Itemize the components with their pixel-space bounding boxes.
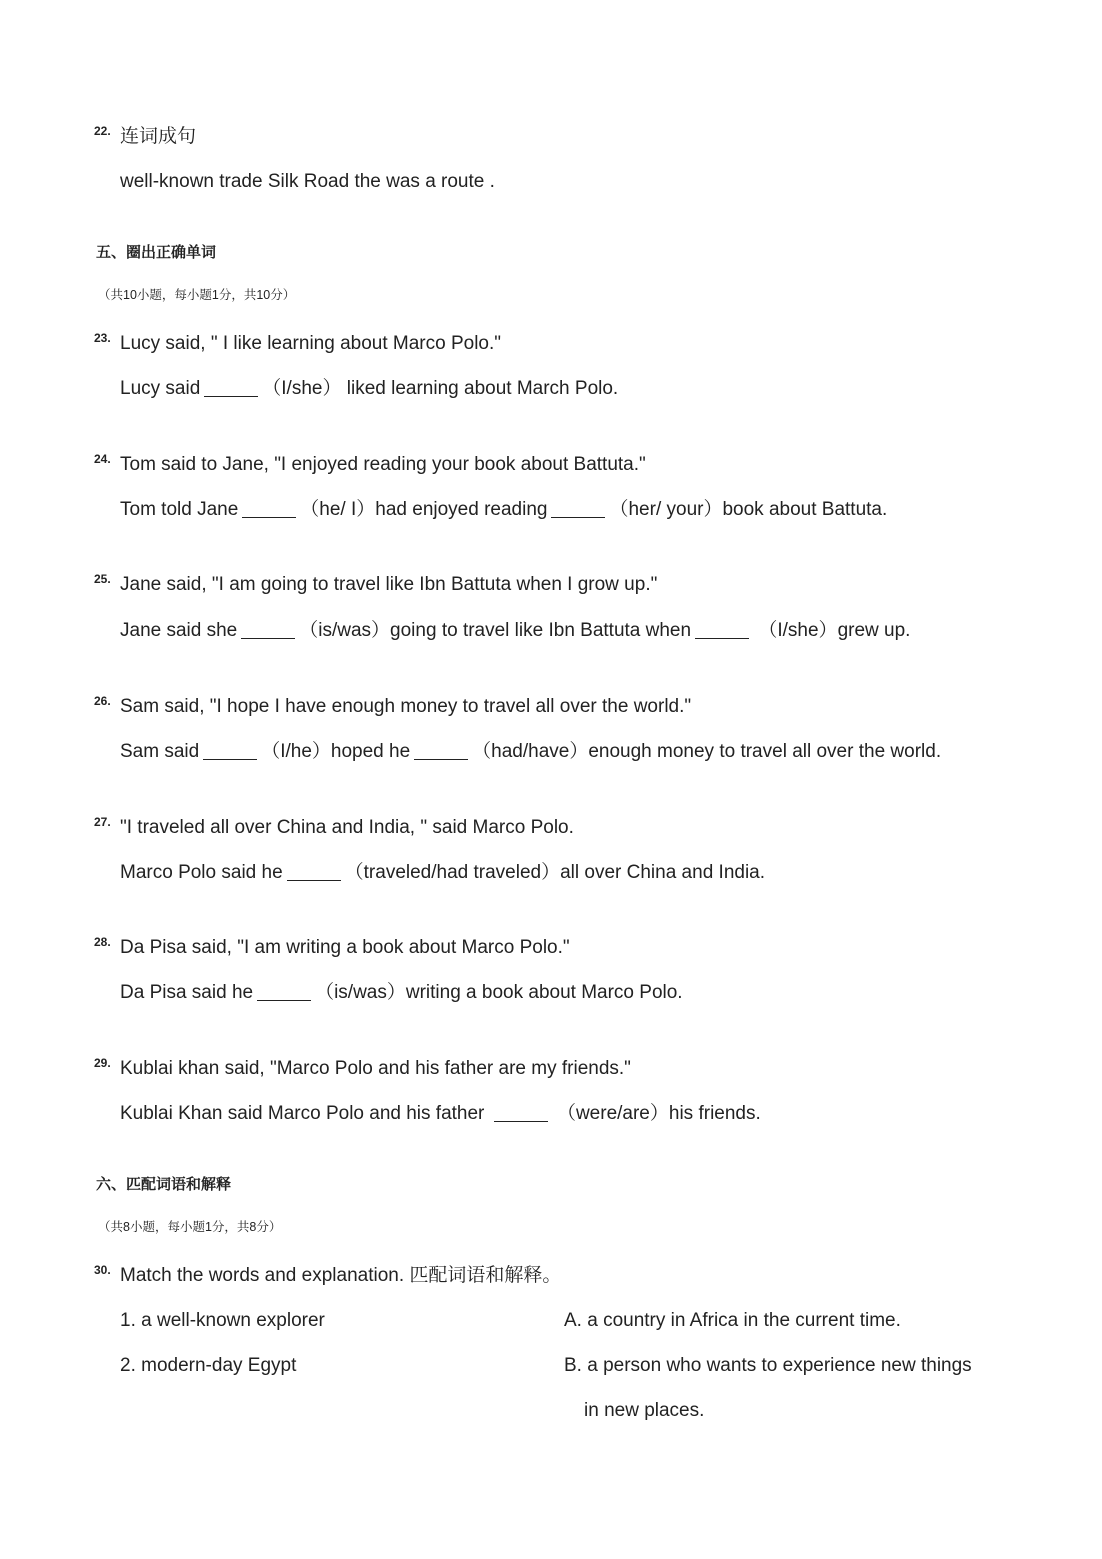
answer-text: hoped he	[330, 741, 411, 762]
section-note: （共10小题，每小题1分，共10分）	[98, 288, 296, 302]
question-number: 26.	[94, 694, 111, 708]
answer-text: all over China and India.	[560, 862, 766, 883]
answer-line	[120, 618, 910, 644]
choice-options[interactable]: （I/he）	[261, 741, 331, 762]
question-quote: Tom said to Jane, "I enjoyed reading your book about Battuta."	[120, 454, 646, 475]
question-number: 28.	[94, 935, 111, 949]
choice-options[interactable]: （I/she）	[758, 620, 838, 641]
question-number: 24.	[94, 452, 111, 466]
answer-blank[interactable]	[242, 499, 296, 518]
match-right-item: B. a person who wants to experience new things	[564, 1355, 972, 1376]
answer-blank[interactable]	[414, 741, 468, 760]
choice-options[interactable]: （is/was）	[299, 620, 391, 641]
answer-line	[120, 1101, 761, 1127]
answer-text: Marco Polo said he	[120, 862, 283, 883]
answer-text: writing a book about Marco Polo.	[405, 982, 683, 1003]
answer-text: Jane said she	[120, 620, 238, 641]
question-quote: Lucy said, " I like learning about Marco Polo."	[120, 333, 502, 354]
match-right-item-continued: in new places.	[584, 1400, 705, 1421]
section-note: （共8小题，每小题1分，共8分）	[98, 1220, 282, 1234]
answer-text: his friends.	[668, 1103, 761, 1124]
answer-line	[120, 739, 941, 765]
answer-line	[120, 376, 618, 402]
choice-options[interactable]: （traveled/had traveled）	[344, 862, 561, 883]
question-number: 22.	[94, 124, 111, 138]
question-quote: Sam said, "I hope I have enough money to travel all over the world."	[120, 696, 692, 717]
choice-options[interactable]: （had/have）	[472, 741, 589, 762]
question-quote: "I traveled all over China and India, " said Marco Polo.	[120, 817, 574, 838]
answer-text: book about Battuta.	[722, 499, 888, 520]
choice-options[interactable]: （I/she）	[262, 378, 342, 399]
choice-options[interactable]: （is/was）	[315, 982, 406, 1003]
answer-text: grew up.	[837, 620, 911, 641]
question-quote: Kublai khan said, "Marco Polo and his father are my friends."	[120, 1058, 631, 1079]
match-left-item: 2. modern-day Egypt	[120, 1355, 297, 1376]
answer-blank[interactable]	[241, 620, 295, 639]
answer-blank[interactable]	[695, 620, 749, 639]
answer-text: Sam said	[120, 741, 200, 762]
answer-line	[120, 860, 765, 886]
answer-blank[interactable]	[287, 862, 341, 881]
section-title: 六、匹配词语和解释	[96, 1176, 232, 1193]
answer-text: Lucy said	[120, 378, 201, 399]
answer-text: enough money to travel all over the world.	[588, 741, 942, 762]
answer-line	[120, 980, 683, 1006]
choice-options[interactable]: （he/ I）	[300, 499, 376, 520]
scrambled-words: well-known trade Silk Road the was a route .	[120, 171, 495, 192]
answer-text: liked learning about March Polo.	[346, 378, 619, 399]
answer-blank[interactable]	[203, 741, 257, 760]
answer-blank[interactable]	[551, 499, 605, 518]
question-quote: Jane said, "I am going to travel like Ibn Battuta when I grow up."	[120, 574, 658, 595]
choice-options[interactable]: （her/ your）	[609, 499, 723, 520]
question-number: 25.	[94, 572, 111, 586]
choice-options[interactable]: （were/are）	[556, 1103, 669, 1124]
section-title: 五、圈出正确单词	[96, 244, 217, 261]
answer-text: Kublai Khan said Marco Polo and his father	[120, 1103, 485, 1124]
answer-blank[interactable]	[494, 1103, 548, 1122]
match-left-item: 1. a well-known explorer	[120, 1310, 325, 1331]
match-right-item: A. a country in Africa in the current time.	[564, 1310, 901, 1331]
question-number: 29.	[94, 1056, 111, 1070]
question-quote: Da Pisa said, "I am writing a book about Marco Polo."	[120, 937, 570, 958]
answer-text: Tom told Jane	[120, 499, 239, 520]
question-number: 27.	[94, 815, 111, 829]
question-number: 23.	[94, 331, 111, 345]
question-title: Match the words and explanation. 匹配词语和解释。	[120, 1265, 562, 1286]
answer-line	[120, 497, 887, 523]
question-number: 30.	[94, 1263, 111, 1277]
answer-text: going to travel like Ibn Battuta when	[390, 620, 692, 641]
answer-text: Da Pisa said he	[120, 982, 254, 1003]
answer-blank[interactable]	[257, 982, 311, 1001]
answer-blank[interactable]	[204, 378, 258, 397]
answer-text: had enjoyed reading	[375, 499, 548, 520]
question-title: 连词成句	[120, 126, 197, 147]
